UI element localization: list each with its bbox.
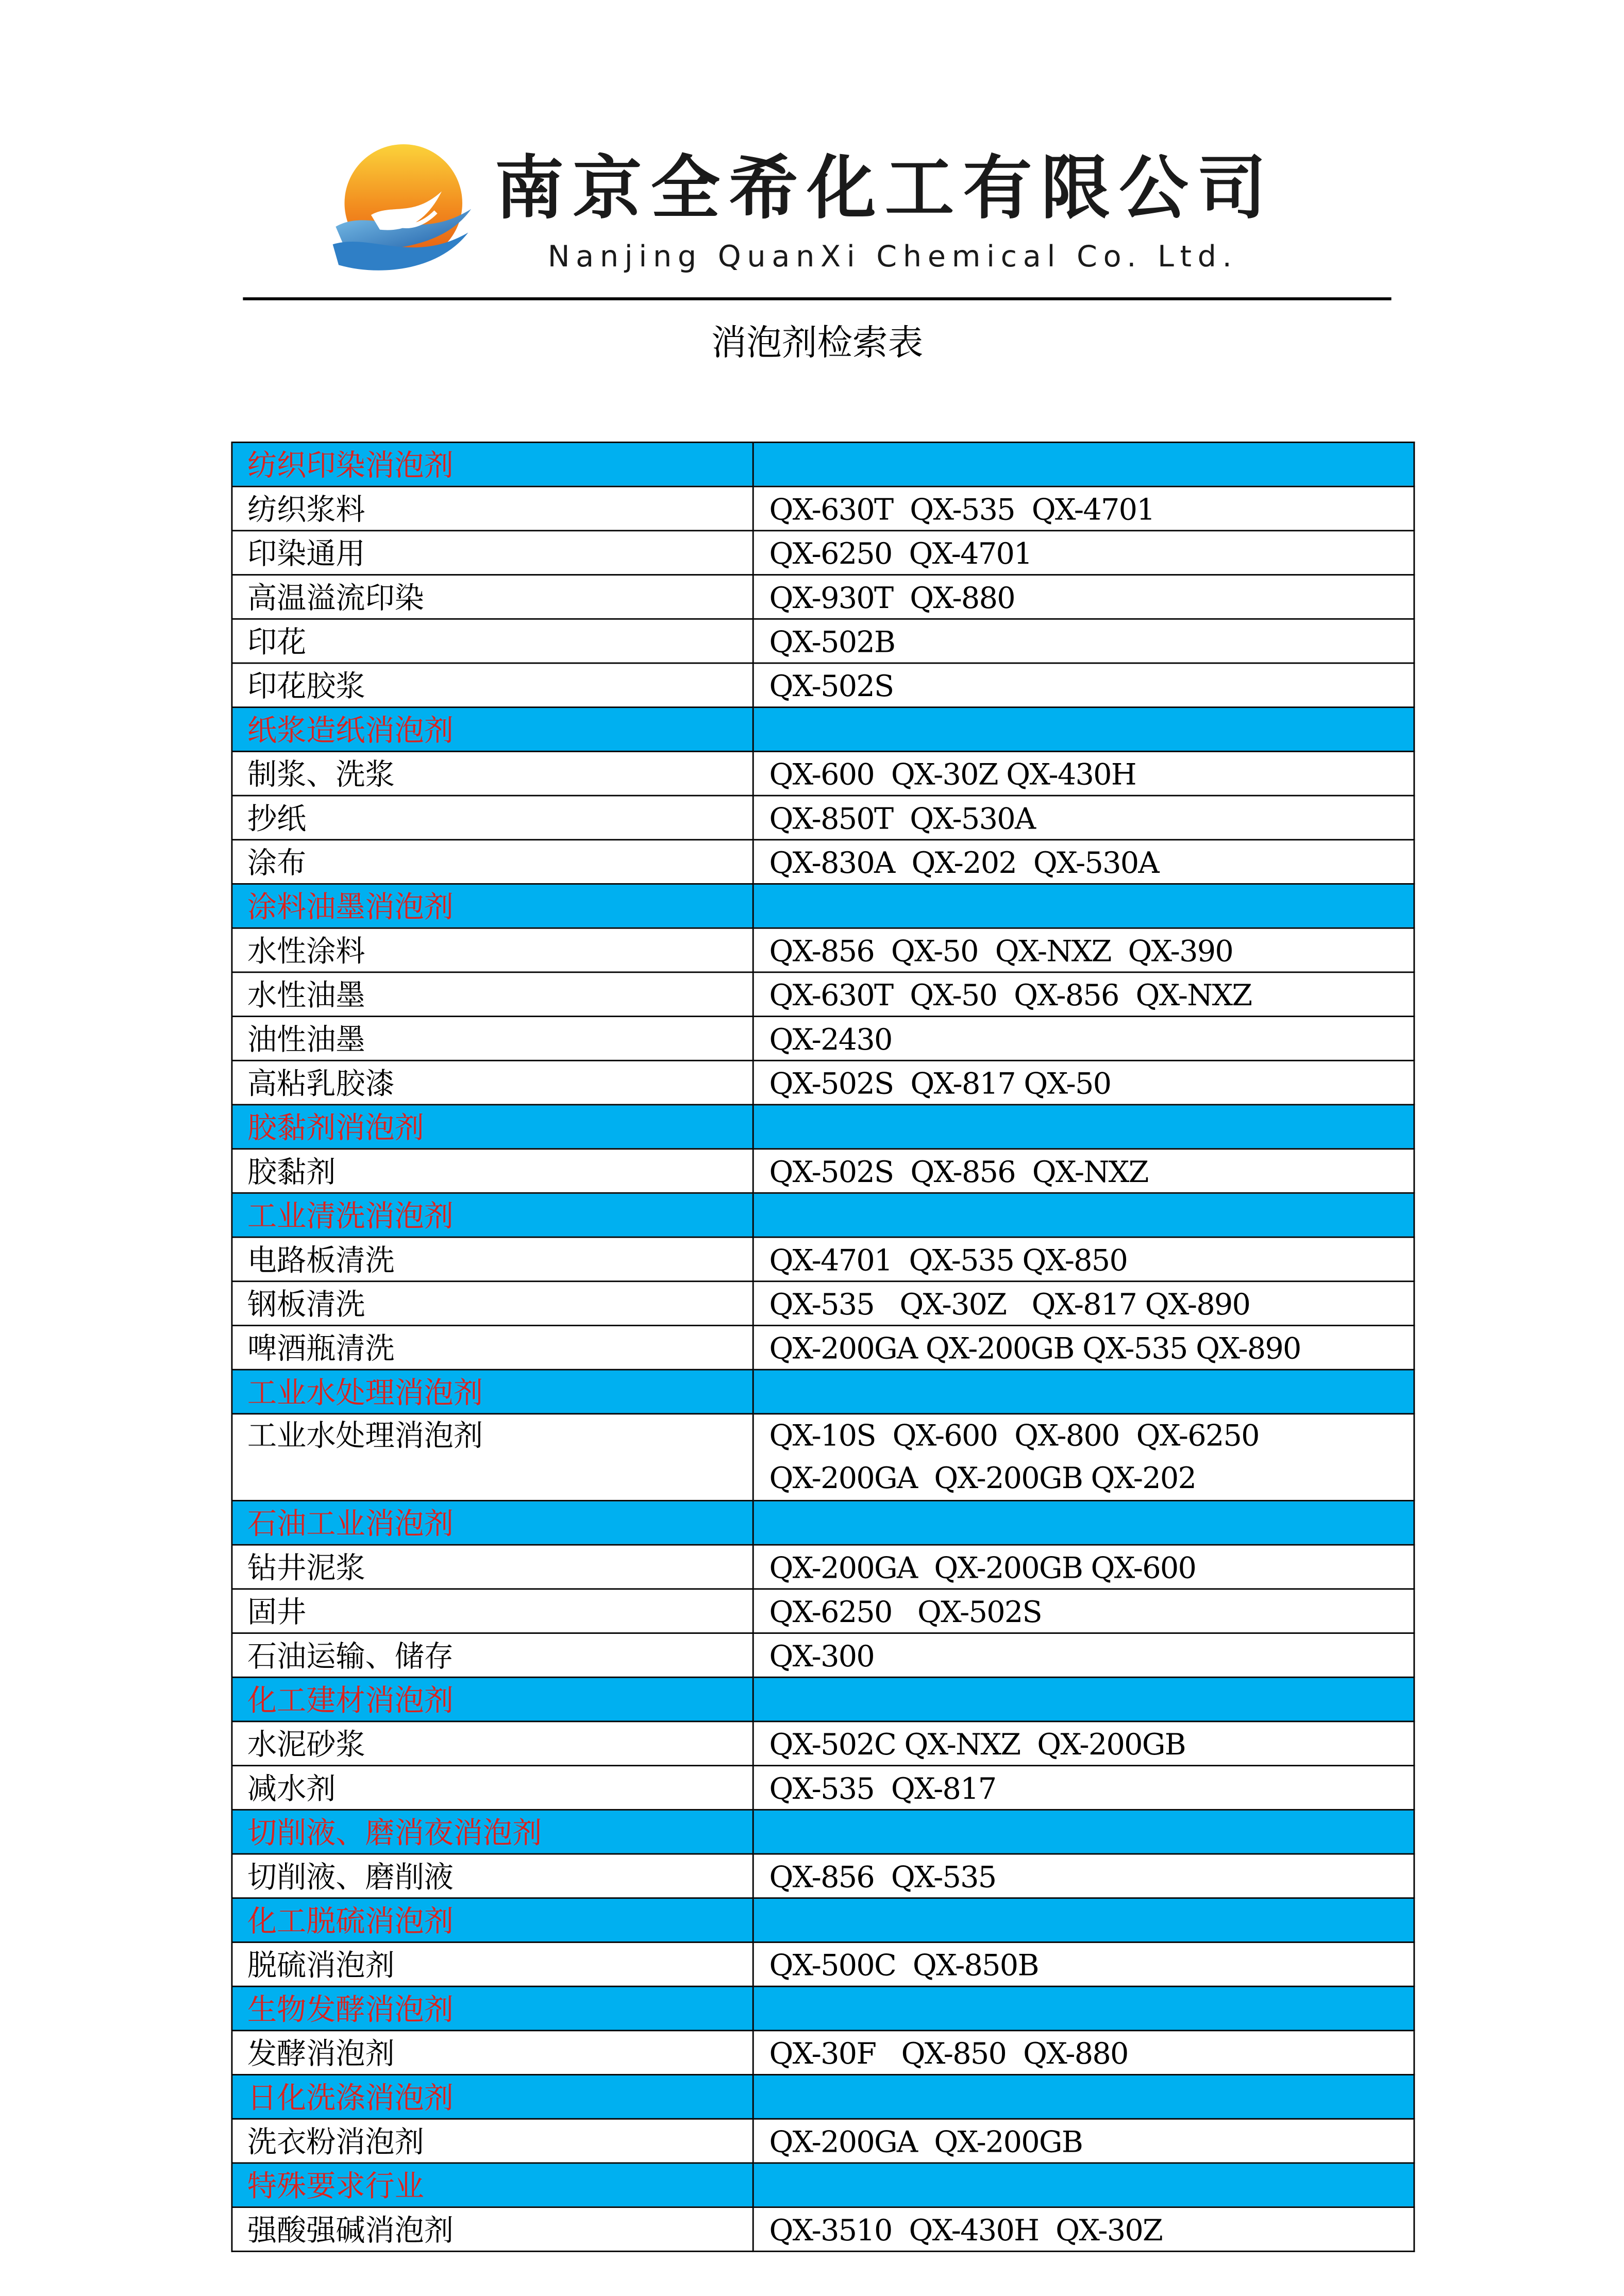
model-cell	[754, 1017, 1414, 1061]
table-row	[232, 1942, 1414, 1986]
category-blank-cell	[754, 1500, 1414, 1545]
model-list: QX-502B	[769, 623, 895, 659]
model-list: QX-535 QX-30Z QX-817 QX-890	[769, 1286, 1250, 1321]
model-cell	[754, 531, 1414, 575]
category-name: 涂料油墨消泡剂	[232, 884, 754, 928]
table-row	[232, 2031, 1414, 2075]
model-list: QX-30F QX-850 QX-880	[769, 2035, 1128, 2070]
table-row	[232, 1281, 1414, 1326]
category-name: 纸浆造纸消泡剂	[232, 707, 754, 752]
model-cell	[754, 928, 1414, 972]
application-cell: 印花胶浆	[232, 663, 754, 707]
category-blank-cell	[754, 1370, 1414, 1414]
model-cell	[754, 1589, 1414, 1633]
category-blank-cell	[754, 1105, 1414, 1149]
model-cell	[754, 486, 1414, 531]
table-row	[232, 751, 1414, 796]
category-name: 日化洗涤消泡剂	[232, 2075, 754, 2119]
model-cell	[754, 575, 1414, 619]
company-name-en: Nanjing QuanXi Chemical Co. Ltd.	[547, 238, 1238, 274]
application-cell: 减水剂	[232, 1766, 754, 1810]
category-blank-cell	[754, 442, 1414, 486]
category-name: 石油工业消泡剂	[232, 1500, 754, 1545]
model-list: QX-6250 QX-4701	[769, 535, 1032, 570]
category-blank-cell	[754, 1193, 1414, 1237]
model-list: QX-630T QX-535 QX-4701	[769, 491, 1154, 527]
application-cell: 抄纸	[232, 796, 754, 840]
model-list: QX-6250 QX-502S	[769, 1593, 1042, 1629]
model-cell	[754, 1149, 1414, 1193]
model-list: QX-200GA QX-200GB QX-202	[769, 1460, 1196, 1496]
application-cell: 水性涂料	[232, 928, 754, 972]
defoamer-index-table	[231, 442, 1415, 2252]
category-row	[232, 1677, 1414, 1721]
category-blank-cell	[754, 707, 1414, 752]
category-name: 生物发酵消泡剂	[232, 1986, 754, 2031]
model-cell	[754, 2207, 1414, 2252]
application-cell: 强酸强碱消泡剂	[232, 2207, 754, 2252]
category-blank-cell	[754, 2075, 1414, 2119]
category-blank-cell	[754, 1898, 1414, 1943]
category-name: 工业清洗消泡剂	[232, 1193, 754, 1237]
model-list: QX-2430	[769, 1021, 892, 1056]
table-row	[232, 1633, 1414, 1678]
category-row	[232, 1193, 1414, 1237]
category-blank-cell	[754, 1677, 1414, 1721]
table-row	[232, 619, 1414, 663]
model-cell	[754, 1854, 1414, 1898]
application-cell: 发酵消泡剂	[232, 2031, 754, 2075]
table-row	[232, 1149, 1414, 1193]
application-cell: 啤酒瓶清洗	[232, 1325, 754, 1370]
application-cell: 胶黏剂	[232, 1149, 754, 1193]
category-row	[232, 707, 1414, 752]
application-cell: 钢板清洗	[232, 1281, 754, 1326]
application-cell: 油性油墨	[232, 1017, 754, 1061]
document-title: 消泡剂检索表	[711, 322, 924, 364]
application-cell: 制浆、洗浆	[232, 751, 754, 796]
table-row	[232, 2119, 1414, 2163]
category-name: 工业水处理消泡剂	[232, 1370, 754, 1414]
category-row	[232, 442, 1414, 486]
category-row	[232, 1105, 1414, 1149]
model-cell	[754, 840, 1414, 884]
category-row	[232, 1500, 1414, 1545]
model-list: QX-502S QX-856 QX-NXZ	[769, 1153, 1148, 1189]
model-cell	[754, 619, 1414, 663]
model-list: QX-856 QX-535	[769, 1858, 996, 1894]
table-row	[232, 1017, 1414, 1061]
model-cell	[754, 1325, 1414, 1370]
category-blank-cell	[754, 1986, 1414, 2031]
model-list: QX-3510 QX-430H QX-30Z	[769, 2211, 1163, 2247]
category-name: 切削液、磨消夜消泡剂	[232, 1810, 754, 1854]
application-cell: 印花	[232, 619, 754, 663]
model-cell	[754, 972, 1414, 1017]
model-cell	[754, 1633, 1414, 1678]
model-list: QX-200GA QX-200GB	[769, 2123, 1083, 2159]
table-row	[232, 575, 1414, 619]
application-cell: 高粘乳胶漆	[232, 1060, 754, 1105]
application-cell: 高温溢流印染	[232, 575, 754, 619]
table-row	[232, 663, 1414, 707]
table-body	[232, 442, 1414, 2251]
table-row	[232, 1721, 1414, 1766]
model-list: QX-502S QX-817 QX-50	[769, 1065, 1111, 1101]
model-cell	[754, 2031, 1414, 2075]
model-list: QX-630T QX-50 QX-856 QX-NXZ	[769, 976, 1252, 1012]
application-cell: 洗衣粉消泡剂	[232, 2119, 754, 2163]
category-name: 特殊要求行业	[232, 2163, 754, 2207]
model-cell	[754, 1721, 1414, 1766]
category-blank-cell	[754, 1810, 1414, 1854]
model-list: QX-500C QX-850B	[769, 1946, 1039, 1982]
model-cell	[754, 1766, 1414, 1810]
application-cell: 脱硫消泡剂	[232, 1942, 754, 1986]
table-row	[232, 1414, 1414, 1501]
application-cell: 石油运输、储存	[232, 1633, 754, 1678]
model-list: QX-200GA QX-200GB QX-535 QX-890	[769, 1330, 1301, 1365]
application-cell: 印染通用	[232, 531, 754, 575]
model-list: QX-830A QX-202 QX-530A	[769, 844, 1159, 880]
category-blank-cell	[754, 2163, 1414, 2207]
model-cell	[754, 1281, 1414, 1326]
model-cell	[754, 1060, 1414, 1105]
category-row	[232, 884, 1414, 928]
application-cell: 涂布	[232, 840, 754, 884]
table-row	[232, 840, 1414, 884]
table-row	[232, 486, 1414, 531]
model-cell	[754, 1414, 1414, 1501]
table-row	[232, 531, 1414, 575]
application-cell: 水泥砂浆	[232, 1721, 754, 1766]
category-row	[232, 2075, 1414, 2119]
table-row	[232, 1589, 1414, 1633]
category-blank-cell	[754, 884, 1414, 928]
application-cell: 钻井泥浆	[232, 1545, 754, 1589]
table-row	[232, 1325, 1414, 1370]
table-row	[232, 928, 1414, 972]
table-row	[232, 1766, 1414, 1810]
table-row	[232, 1545, 1414, 1589]
category-row	[232, 1986, 1414, 2031]
model-cell	[754, 1237, 1414, 1281]
application-cell: 工业水处理消泡剂	[232, 1414, 754, 1501]
model-list: QX-600 QX-30Z QX-430H	[769, 755, 1136, 791]
header-divider	[243, 297, 1391, 300]
model-list: QX-4701 QX-535 QX-850	[769, 1241, 1128, 1277]
table-row	[232, 1854, 1414, 1898]
application-cell: 切削液、磨削液	[232, 1854, 754, 1898]
category-name: 化工脱硫消泡剂	[232, 1898, 754, 1943]
model-list: QX-502C QX-NXZ QX-200GB	[769, 1726, 1185, 1762]
table-row	[232, 972, 1414, 1017]
defoamer-index-table-container	[231, 442, 1415, 2252]
model-list: QX-200GA QX-200GB QX-600	[769, 1549, 1196, 1585]
category-row	[232, 1370, 1414, 1414]
application-cell: 电路板清洗	[232, 1237, 754, 1281]
category-row	[232, 2163, 1414, 2207]
model-list: QX-535 QX-817	[769, 1770, 996, 1805]
model-list: QX-10S QX-600 QX-800 QX-6250	[769, 1417, 1259, 1453]
application-cell: 纺织浆料	[232, 486, 754, 531]
category-name: 纺织印染消泡剂	[232, 442, 754, 486]
model-cell	[754, 663, 1414, 707]
model-list: QX-850T QX-530A	[769, 800, 1035, 836]
model-list: QX-930T QX-880	[769, 579, 1015, 615]
model-cell	[754, 796, 1414, 840]
sun-bird-logo-icon	[327, 141, 477, 277]
category-name: 胶黏剂消泡剂	[232, 1105, 754, 1149]
company-name-cn: 南京全希化工有限公司	[494, 148, 1275, 230]
table-row	[232, 1060, 1414, 1105]
model-cell	[754, 751, 1414, 796]
table-row	[232, 2207, 1414, 2252]
model-list: QX-856 QX-50 QX-NXZ QX-390	[769, 932, 1233, 968]
model-list: QX-300	[769, 1637, 875, 1673]
model-cell	[754, 1942, 1414, 1986]
application-cell: 固井	[232, 1589, 754, 1633]
model-cell	[754, 1545, 1414, 1589]
table-row	[232, 1237, 1414, 1281]
category-row	[232, 1810, 1414, 1854]
model-list: QX-502S	[769, 667, 894, 703]
category-name: 化工建材消泡剂	[232, 1677, 754, 1721]
model-cell	[754, 2119, 1414, 2163]
table-row	[232, 796, 1414, 840]
application-cell: 水性油墨	[232, 972, 754, 1017]
category-row	[232, 1898, 1414, 1943]
